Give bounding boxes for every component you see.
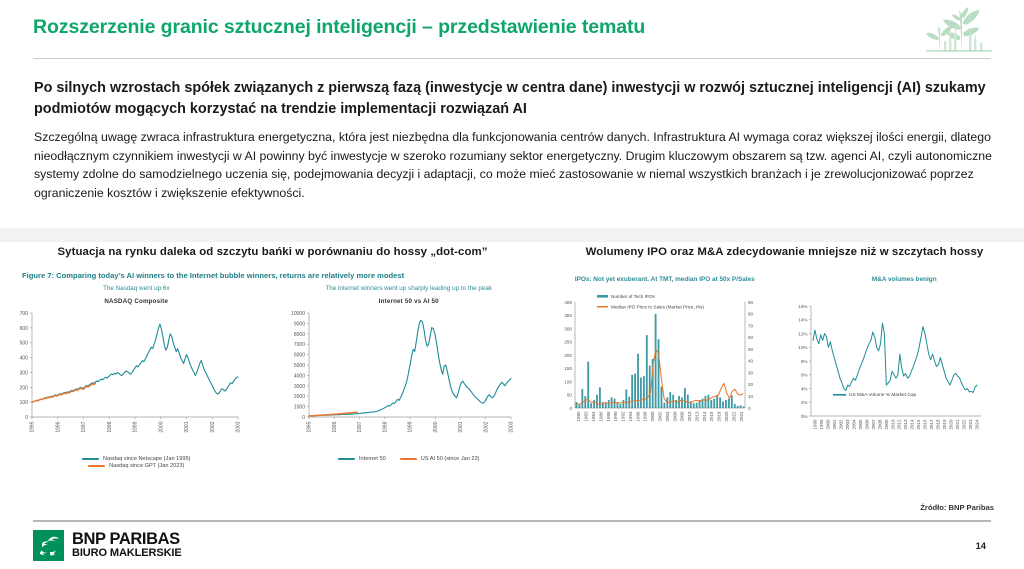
svg-text:2016: 2016 — [922, 419, 928, 430]
svg-text:1995: 1995 — [306, 421, 313, 433]
svg-text:2004: 2004 — [850, 419, 856, 430]
svg-text:2024: 2024 — [974, 419, 979, 430]
svg-text:2009: 2009 — [883, 419, 889, 430]
svg-text:2023: 2023 — [967, 419, 973, 430]
section-right-title: Wolumeny IPO oraz M&A zdecydowanie mniejsze niż w szczytach hossy — [585, 246, 984, 258]
chart-ma-volumes — [785, 276, 1024, 456]
chart-internet50-title: Internet 50 vs AI 50 — [378, 298, 439, 305]
svg-text:200: 200 — [19, 385, 28, 392]
svg-text:8%: 8% — [800, 358, 807, 364]
svg-text:2021: 2021 — [954, 419, 960, 430]
svg-text:2013: 2013 — [694, 411, 700, 422]
svg-text:400: 400 — [19, 355, 28, 362]
svg-text:1988: 1988 — [605, 411, 611, 422]
chart-ipo-plot — [545, 290, 785, 448]
svg-text:0%: 0% — [800, 413, 807, 419]
legend-item — [338, 456, 386, 462]
svg-text:1999: 1999 — [818, 419, 824, 430]
svg-text:50: 50 — [748, 346, 754, 352]
svg-text:2001: 2001 — [184, 421, 191, 433]
svg-text:Number of Tech IPOs: Number of Tech IPOs — [611, 294, 655, 300]
svg-text:8000: 8000 — [293, 331, 305, 338]
svg-text:2014: 2014 — [909, 419, 915, 430]
chart-ma-plot — [785, 298, 1024, 456]
svg-text:2000: 2000 — [293, 394, 305, 401]
legend-label: Internet 50 — [358, 456, 386, 462]
svg-text:350: 350 — [564, 313, 572, 319]
svg-text:1997: 1997 — [356, 421, 363, 433]
svg-text:2000: 2000 — [650, 411, 656, 422]
svg-text:6000: 6000 — [293, 352, 305, 359]
svg-text:2022: 2022 — [731, 411, 737, 422]
svg-text:70: 70 — [748, 323, 754, 329]
legend-label: US AI 50 (since Jan 23) — [420, 456, 480, 462]
logo-line1: BNP PARIBAS — [72, 529, 180, 548]
svg-text:0: 0 — [25, 415, 28, 421]
svg-text:2010: 2010 — [687, 411, 693, 422]
page-title: Rozszerzenie granic sztucznej inteligencji – przedstawienie tematu — [33, 16, 646, 38]
svg-text:1990: 1990 — [613, 411, 619, 422]
svg-text:4000: 4000 — [293, 373, 305, 380]
svg-text:2008: 2008 — [679, 411, 685, 422]
svg-text:2003: 2003 — [235, 421, 242, 433]
chart-nasdaq-title: NASDAQ Composite — [104, 298, 169, 305]
svg-text:3000: 3000 — [293, 383, 305, 390]
legend-item — [88, 463, 184, 469]
svg-text:1984: 1984 — [590, 411, 596, 422]
svg-text:2002: 2002 — [657, 411, 663, 422]
bnp-paribas-logo — [33, 530, 182, 561]
source-note: Źródło: BNP Paribas — [920, 503, 994, 512]
svg-text:1980: 1980 — [576, 411, 582, 422]
svg-text:2006: 2006 — [672, 411, 678, 422]
bnp-stars-icon — [33, 530, 64, 561]
svg-text:2005: 2005 — [857, 419, 863, 430]
svg-text:2019: 2019 — [941, 419, 947, 430]
svg-text:2020: 2020 — [724, 411, 730, 422]
svg-text:0: 0 — [301, 415, 305, 421]
svg-text:2010: 2010 — [889, 419, 895, 430]
svg-text:2018: 2018 — [716, 411, 722, 422]
svg-text:0: 0 — [569, 405, 572, 411]
svg-text:2007: 2007 — [870, 419, 876, 430]
svg-text:1998: 1998 — [381, 421, 388, 433]
svg-text:300: 300 — [564, 326, 572, 332]
legend-label: Nasdaq since Netscape (Jan 1995) — [103, 456, 191, 462]
svg-text:2024: 2024 — [738, 411, 744, 422]
section-left — [0, 246, 545, 469]
chart-nasdaq-composite — [0, 285, 273, 469]
chart-internet50-legend — [273, 456, 546, 462]
svg-text:100: 100 — [564, 379, 572, 385]
svg-text:1994: 1994 — [627, 411, 633, 422]
slide-header — [0, 0, 1024, 62]
svg-text:5000: 5000 — [293, 363, 305, 369]
lead-paragraph: Po silnych wzrostach spółek związanych z pierwszą fazą (inwestycje w centra dane) inwestycji w rozwój sztucznej inteligencji (AI) szukamy podmiotów mogących korzystać na trendzie implementacji rozwiązań AI — [34, 80, 986, 117]
chart-internet50-subtitle: The internet winners went up sharply leading up to the peak — [325, 285, 493, 292]
svg-text:16%: 16% — [797, 303, 807, 309]
svg-text:700: 700 — [19, 311, 28, 317]
svg-text:1996: 1996 — [55, 421, 62, 433]
svg-text:1998: 1998 — [106, 421, 113, 433]
svg-text:2003: 2003 — [508, 421, 515, 433]
svg-text:150: 150 — [564, 366, 572, 372]
svg-text:10000: 10000 — [290, 311, 305, 317]
svg-text:2015: 2015 — [915, 419, 921, 430]
svg-text:2016: 2016 — [709, 411, 715, 422]
page-number: 14 — [975, 540, 986, 551]
legend-item — [400, 456, 480, 462]
svg-text:2008: 2008 — [876, 419, 882, 430]
svg-text:2002: 2002 — [837, 419, 843, 430]
chart-internet50-plot — [273, 305, 546, 455]
svg-text:1986: 1986 — [598, 411, 604, 422]
svg-text:100: 100 — [19, 400, 28, 407]
footer-divider — [33, 520, 991, 522]
sprout-candlestick-icon — [916, 3, 1002, 55]
svg-text:1992: 1992 — [620, 411, 626, 422]
svg-text:1996: 1996 — [635, 411, 641, 422]
svg-text:600: 600 — [19, 325, 28, 332]
section-right — [545, 246, 1024, 456]
legend-item — [82, 456, 190, 462]
svg-text:1000: 1000 — [293, 404, 305, 411]
svg-text:9000: 9000 — [293, 321, 305, 328]
svg-text:1998: 1998 — [642, 411, 648, 422]
svg-text:90: 90 — [748, 299, 754, 305]
chart-internet50-ai50 — [273, 285, 546, 469]
svg-text:10%: 10% — [797, 345, 807, 351]
header-divider — [33, 58, 991, 59]
svg-text:1999: 1999 — [407, 421, 414, 433]
svg-text:2014: 2014 — [701, 411, 707, 422]
svg-text:300: 300 — [19, 370, 28, 377]
figure-label: Figure 7: Comparing today’s AI winners to the Internet bubble winners, returns are relatively more modest — [22, 271, 405, 280]
svg-text:2001: 2001 — [457, 421, 464, 433]
section-left-title: Sytuacja na rynku daleka od szczytu bańki w porównaniu do hossy „dot-com” — [57, 246, 488, 258]
body-paragraph: Szczególną uwagę zwraca infrastruktura energetyczna, która jest niezbędna dla funkcjonowania centrów danych. Infrastruktura AI wymaga coraz większej ilości energii, dlatego nieodłącznym czynnikiem inwestycji w AI powinny być inwestycje w szeroko rozumiany sektor energetyczny. Drugim kluczowym obszarem są tzw. agenci AI, czyli autonomiczne systemy zdolne do samodzielnego uczenia się, podejmowania decyzji i adaptacji, co może mieć zastosowanie w niemal wszystkich branżach i je zrewolucjonizować poprzez ograniczenie kosztów i zwiększenie efektywności. — [34, 130, 992, 200]
svg-text:20: 20 — [748, 382, 754, 388]
svg-text:2003: 2003 — [844, 419, 850, 430]
svg-text:US M&A Volume % Market Cap: US M&A Volume % Market Cap — [848, 393, 916, 398]
chart-nasdaq-legend — [0, 456, 273, 469]
svg-text:80: 80 — [748, 311, 754, 317]
chart-nasdaq-plot — [0, 305, 273, 455]
svg-text:250: 250 — [564, 339, 572, 345]
svg-text:2000: 2000 — [824, 419, 830, 430]
svg-text:1997: 1997 — [81, 421, 88, 433]
svg-text:2001: 2001 — [831, 419, 837, 430]
svg-text:2000: 2000 — [158, 421, 165, 433]
svg-text:2020: 2020 — [948, 419, 954, 430]
svg-text:4%: 4% — [800, 386, 807, 392]
svg-text:2%: 2% — [800, 400, 807, 406]
chart-ipo-subtitle: IPOs: Not yet exuberant. At TMT, median IPO at 50x P/Sales — [574, 276, 755, 283]
svg-text:10: 10 — [748, 394, 754, 400]
svg-text:2006: 2006 — [863, 419, 869, 430]
svg-text:7000: 7000 — [293, 342, 305, 349]
svg-text:2022: 2022 — [961, 419, 967, 430]
svg-text:2013: 2013 — [902, 419, 908, 430]
svg-text:2000: 2000 — [432, 421, 439, 433]
svg-text:200: 200 — [564, 352, 572, 358]
svg-text:0: 0 — [748, 405, 751, 411]
svg-text:50: 50 — [566, 392, 572, 398]
svg-text:6%: 6% — [800, 372, 807, 378]
section-divider-band — [0, 228, 1024, 242]
svg-text:500: 500 — [19, 340, 28, 347]
svg-text:2012: 2012 — [896, 419, 902, 430]
svg-text:Median IPO Price to Sales (Mar: Median IPO Price to Sales (Market Price, rhs) — [611, 304, 704, 310]
svg-text:1982: 1982 — [583, 411, 589, 422]
chart-ma-subtitle: M&A volumes benign — [871, 276, 937, 283]
svg-text:2004: 2004 — [664, 411, 670, 422]
logo-line2: BIURO MAKLERSKIE — [72, 547, 182, 560]
legend-label: Nasdaq since GPT (Jan 2023) — [109, 463, 185, 469]
svg-text:1995: 1995 — [29, 421, 36, 433]
chart-tech-ipos — [545, 276, 785, 456]
svg-text:1996: 1996 — [331, 421, 338, 433]
svg-text:1998: 1998 — [812, 419, 817, 430]
svg-text:400: 400 — [564, 299, 572, 305]
svg-text:12%: 12% — [797, 331, 807, 337]
svg-text:14%: 14% — [797, 317, 807, 323]
svg-text:40: 40 — [748, 358, 754, 364]
svg-text:2002: 2002 — [209, 421, 216, 433]
svg-text:2017: 2017 — [928, 419, 934, 430]
svg-text:1999: 1999 — [132, 421, 139, 433]
chart-nasdaq-subtitle: The Nasdaq went up 6x — [102, 285, 170, 292]
svg-text:2018: 2018 — [935, 419, 941, 430]
svg-text:2002: 2002 — [482, 421, 489, 433]
svg-text:30: 30 — [748, 370, 754, 376]
svg-text:60: 60 — [748, 335, 754, 341]
